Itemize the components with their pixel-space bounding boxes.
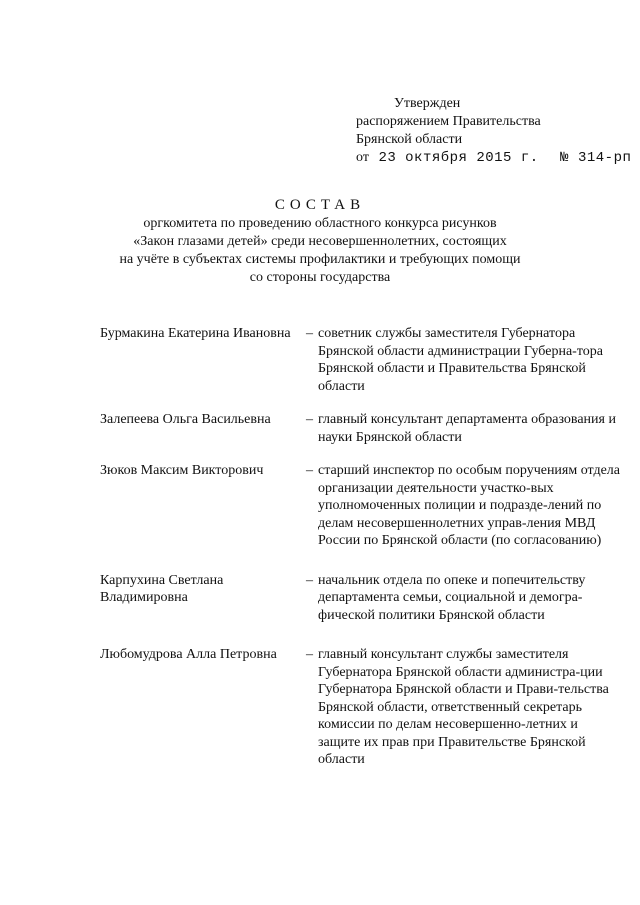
member-row: [100, 646, 620, 769]
approval-date: 23 октября 2015 г.: [378, 150, 539, 166]
member-description-block: [306, 325, 620, 395]
member-dash: –: [306, 412, 313, 427]
approval-line-3: Брянской области: [356, 132, 463, 147]
member-description: старший инспектор по особым поручениям отдела организации деятельности участко-вых уполномоченных полиции и подразде-лений по делам несовершеннолетних управ-ления МВД России по Брянской области (по согласованию): [318, 463, 621, 548]
member-row: [100, 462, 620, 550]
approval-line-2: распоряжением Правительства: [356, 114, 541, 129]
members-list: [100, 325, 620, 769]
approval-date-line: [356, 149, 631, 167]
approval-line-1: Утвержден: [394, 96, 461, 111]
member-dash: –: [306, 326, 313, 341]
member-description-block: [306, 572, 620, 625]
member-description: главный консультант службы заместителя Губернатора Брянской области администра-ции Губернатора Брянской области и Прави-тельства Брянской области, ответственный секретарь комиссии по делам несовершенно-летних и защите их прав при Правительстве Брянской области: [318, 647, 609, 767]
member-description-block: [306, 411, 620, 446]
approval-stamp: [356, 95, 631, 167]
member-name: Зюков Максим Викторович: [100, 463, 264, 478]
member-row: [100, 325, 620, 395]
member-description-block: [306, 462, 620, 550]
member-name: Залепеева Ольга Васильевна: [100, 412, 271, 427]
approval-number: № 314-рп: [560, 150, 632, 166]
title-line-3: на учёте в субъектах системы профилактики и требующих помощи: [119, 252, 521, 267]
member-description: советник службы заместителя Губернатора Брянской области администрации Губерна-тора Брянской области и Правительства Брянской области: [318, 326, 603, 394]
date-prefix: от: [356, 150, 369, 165]
member-name: Любомудрова Алла Петровна: [100, 647, 277, 662]
member-row: [100, 411, 620, 446]
member-dash: –: [306, 572, 313, 588]
document-title: [80, 196, 560, 287]
title-line-1: оргкомитета по проведению областного конкурса рисунков: [143, 216, 497, 231]
member-description-block: [306, 646, 620, 769]
member-name: Бурмакина Екатерина Ивановна: [100, 326, 291, 341]
title-heading: СОСТАВ: [274, 197, 366, 213]
member-dash: –: [306, 647, 313, 662]
member-description: главный консультант департамента образования и науки Брянской области: [318, 412, 616, 445]
member-description: начальник отдела по опеке и попечительству департамента семьи, социальной и демогра-фической политики Брянской области: [318, 572, 586, 623]
title-line-2: «Закон глазами детей» среди несовершеннолетних, состоящих: [133, 234, 507, 249]
title-line-4: со стороны государства: [249, 270, 391, 285]
member-name: Карпухина Светлана Владимировна: [100, 572, 224, 605]
member-dash: –: [306, 463, 313, 478]
member-row: [100, 572, 620, 625]
